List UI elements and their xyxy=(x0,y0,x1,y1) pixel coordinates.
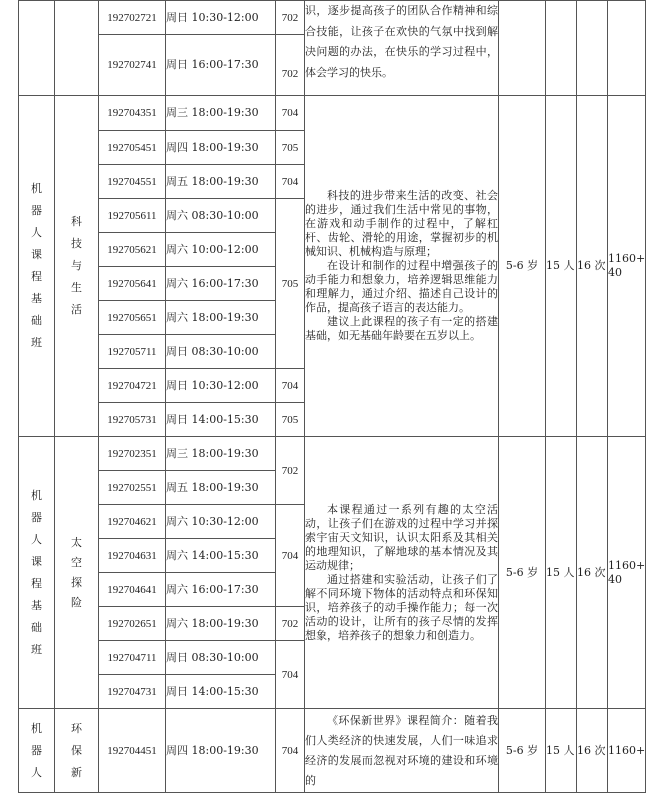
class-time: 周日 08:30-10:00 xyxy=(166,335,276,369)
class-code: 192705711 xyxy=(99,335,166,369)
room-number: 705 xyxy=(276,131,305,165)
class-code: 192705451 xyxy=(99,131,166,165)
age-range: 5-6 岁 xyxy=(499,709,546,793)
course-description xyxy=(305,96,499,437)
class-time: 周日 16:00-17:30 xyxy=(166,35,276,96)
class-time: 周六 10:30-12:00 xyxy=(166,505,276,539)
table-row xyxy=(19,96,646,131)
session-count: 16 次 xyxy=(577,96,608,437)
class-code: 192702721 xyxy=(99,1,166,35)
room-number: 704 xyxy=(276,369,305,403)
category-label: 机器人课程基础班 xyxy=(31,182,42,349)
subject-label: 科技与生活 xyxy=(71,215,82,316)
category-cell xyxy=(19,96,55,437)
session-count xyxy=(577,1,608,96)
age-range: 5-6 岁 xyxy=(499,96,546,437)
description-paragraph: 科技的进步带来生活的改变、社会的进步，通过我们生活中常见的事物，在游戏和动手制作的过程中，了解杠杆、齿轮、滑轮的用途，掌握初步的机械知识、机械构造与原理； xyxy=(305,189,498,258)
category-cell xyxy=(19,1,55,96)
class-time: 周五 18:00-19:30 xyxy=(166,165,276,199)
course-description xyxy=(305,1,499,96)
description-paragraph: 建议上此课程的孩子有一定的搭建基础，如无基础年龄要在五岁以上。 xyxy=(305,315,498,342)
class-code: 192704641 xyxy=(99,573,166,607)
class-time: 周六 10:00-12:00 xyxy=(166,233,276,267)
class-code: 192702651 xyxy=(99,607,166,641)
table-row xyxy=(19,437,646,471)
class-code: 192705621 xyxy=(99,233,166,267)
subject-cell xyxy=(55,437,99,709)
course-description xyxy=(305,709,499,793)
class-time: 周三 18:00-19:30 xyxy=(166,437,276,471)
course-schedule-table xyxy=(18,0,646,793)
class-capacity: 15 人 xyxy=(546,709,577,793)
subject-label: 环保新 xyxy=(71,721,82,779)
description-paragraph: 《环保新世界》课程简介：随着我们人类经济的快速发展，人们一味追求经济的发展而忽视对环境的建设和环境的 xyxy=(305,713,498,787)
course-price: 1160+ 40 xyxy=(608,96,646,437)
class-time: 周五 18:00-19:30 xyxy=(166,471,276,505)
class-time: 周六 08:30-10:00 xyxy=(166,199,276,233)
class-time: 周日 08:30-10:00 xyxy=(166,641,276,675)
subject-cell xyxy=(55,1,99,96)
age-range xyxy=(499,1,546,96)
class-capacity: 15 人 xyxy=(546,437,577,709)
class-time: 周六 14:00-15:30 xyxy=(166,539,276,573)
category-label: 机器人 xyxy=(31,721,42,779)
class-time: 周日 14:00-15:30 xyxy=(166,403,276,437)
class-time: 周六 18:00-19:30 xyxy=(166,607,276,641)
description-paragraph: 在设计和制作的过程中增强孩子的动手能力和想象力，培养逻辑思维能力和理解力，通过介绍、描述自己设计的作品，提高孩子语言的表达能力。 xyxy=(305,259,498,314)
class-time: 周六 16:00-17:30 xyxy=(166,267,276,301)
class-capacity xyxy=(546,1,577,96)
class-time: 周日 14:00-15:30 xyxy=(166,675,276,709)
class-code: 192704731 xyxy=(99,675,166,709)
class-time: 周日 10:30-12:00 xyxy=(166,369,276,403)
description-paragraph: 本课程通过一系列有趣的太空活动，让孩子们在游戏的过程中学习并探索宇宙天文知识，认识太阳系及其相关的地理知识，了解地球的基本情况及其运动规律； xyxy=(305,502,498,572)
class-time: 周三 18:00-19:30 xyxy=(166,96,276,131)
table-row xyxy=(19,709,646,793)
room-number: 704 xyxy=(276,505,305,607)
session-count: 16 次 xyxy=(577,437,608,709)
room-number: 705 xyxy=(276,199,305,369)
course-price xyxy=(608,1,646,96)
class-time: 周六 16:00-17:30 xyxy=(166,573,276,607)
class-time: 周四 18:00-19:30 xyxy=(166,131,276,165)
table-row xyxy=(19,1,646,35)
class-code: 192705651 xyxy=(99,301,166,335)
category-cell xyxy=(19,709,55,793)
course-price: 1160+ xyxy=(608,709,646,793)
subject-cell xyxy=(55,96,99,437)
room-number: 702 xyxy=(276,35,305,96)
class-code: 192702351 xyxy=(99,437,166,471)
class-time: 周六 18:00-19:30 xyxy=(166,301,276,335)
room-number: 705 xyxy=(276,403,305,437)
room-number: 704 xyxy=(276,641,305,709)
class-code: 192704721 xyxy=(99,369,166,403)
room-number: 702 xyxy=(276,607,305,641)
course-price: 1160+ 40 xyxy=(608,437,646,709)
class-code: 192704621 xyxy=(99,505,166,539)
room-number: 704 xyxy=(276,709,305,793)
class-code: 192705611 xyxy=(99,199,166,233)
class-time: 周日 10:30-12:00 xyxy=(166,1,276,35)
class-code: 192704551 xyxy=(99,165,166,199)
class-code: 192705641 xyxy=(99,267,166,301)
room-number: 702 xyxy=(276,1,305,35)
class-code: 192704351 xyxy=(99,96,166,131)
subject-cell xyxy=(55,709,99,793)
room-number: 704 xyxy=(276,165,305,199)
class-code: 192702551 xyxy=(99,471,166,505)
class-code: 192704711 xyxy=(99,641,166,675)
age-range: 5-6 岁 xyxy=(499,437,546,709)
subject-label: 太空探险 xyxy=(71,535,82,609)
class-code: 192704451 xyxy=(99,709,166,793)
room-number: 702 xyxy=(276,437,305,505)
class-capacity: 15 人 xyxy=(546,96,577,437)
course-description xyxy=(305,437,499,709)
room-number: 704 xyxy=(276,96,305,131)
category-label: 机器人课程基础班 xyxy=(31,488,42,656)
description-paragraph: 识，逐步提高孩子的团队合作精神和综合技能，让孩子在欢快的气氛中找到解决问题的办法，在快乐的学习过程中，体会学习的快乐。 xyxy=(305,4,498,79)
session-count: 16 次 xyxy=(577,709,608,793)
class-code: 192705731 xyxy=(99,403,166,437)
class-time: 周四 18:00-19:30 xyxy=(166,709,276,793)
class-code: 192704631 xyxy=(99,539,166,573)
category-cell xyxy=(19,437,55,709)
description-paragraph: 通过搭建和实验活动，让孩子们了解不同环境下物体的活动特点和环保知识，培养孩子的动手操作能力；每一次活动的设计，让所有的孩子尽情的发挥想象，培养孩子的想象力和创造力。 xyxy=(305,572,498,642)
class-code: 192702741 xyxy=(99,35,166,96)
